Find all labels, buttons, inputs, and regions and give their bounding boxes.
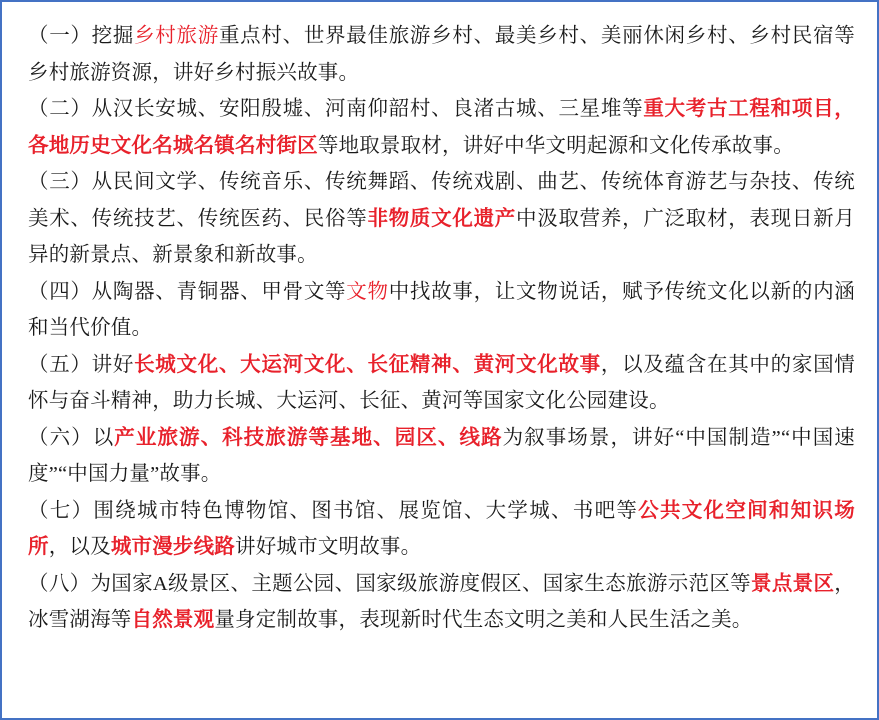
paragraph-text: ，以及蕴含在其中的家国情怀与奋斗精神，助力长城、大运河、长征、黄河等国家文化公园建设。: [28, 353, 855, 412]
document-paragraph: [28, 347, 855, 420]
document-paragraph: [28, 493, 855, 566]
highlighted-term-bold: 公共文化空间和知识场所: [28, 499, 855, 558]
document-paragraph: [28, 164, 855, 274]
document-paragraph: [28, 420, 855, 493]
document-paragraph: [28, 274, 855, 347]
highlighted-term-bold: 长城文化、大运河文化、长征精神、黄河文化故事: [134, 353, 601, 376]
paragraph-text: 等地取景取材，讲好中华文明起源和文化传承故事。: [317, 134, 794, 157]
paragraph-text: （一）挖掘: [28, 25, 135, 47]
paragraph-text: 为叙事场景，讲好“中国制造”“中国速度”“中国力量”故事。: [28, 426, 855, 485]
paragraph-text: 讲好城市文明故事。: [235, 536, 422, 558]
paragraph-text: 中汲取营养，广泛取材，表现日新月异的新景点、新景象和新故事。: [28, 207, 856, 266]
paragraph-text: （三）从民间文学、传统音乐、传统舞蹈、传统戏剧、曲艺、传统体育游艺与杂技、传统美术、传统技艺、传统医药、民俗等: [28, 171, 855, 230]
paragraph-text: 重点村、世界最佳旅游乡村、最美乡村、美丽休闲乡村、乡村民宿等乡村旅游资源，讲好乡村振兴故事。: [28, 25, 855, 84]
document-paragraph: [28, 91, 855, 164]
highlighted-term-bold: 景点景区: [751, 572, 835, 595]
highlighted-term-bold: 重大考古工程和项目，各地历史文化名城名镇名村街区: [28, 98, 855, 157]
paragraph-text: （六）以: [28, 426, 115, 449]
paragraph-text: （四）从陶器、青铜器、甲骨文等: [28, 280, 347, 303]
paragraph-text: （二）从汉长安城、安阳殷墟、河南仰韶村、良渚古城、三星堆等: [28, 98, 644, 120]
paragraph-list: [28, 18, 855, 639]
paragraph-text: （七）围绕城市特色博物馆、图书馆、展览馆、大学城、书吧等: [28, 499, 639, 522]
document-paragraph: [28, 566, 855, 639]
highlighted-term: 文物: [346, 280, 389, 303]
paragraph-text: ，以及: [48, 536, 111, 558]
highlighted-term-bold: 城市漫步线路: [110, 536, 236, 558]
highlighted-term-bold: 自然景观: [131, 609, 215, 631]
paragraph-text: 量身定制故事，表现新时代生态文明之美和人民生活之美。: [214, 609, 753, 631]
paragraph-text: （五）讲好: [28, 353, 135, 376]
highlighted-term: 乡村旅游: [134, 25, 219, 47]
document-paragraph: [28, 18, 855, 91]
paragraph-text: （八）为国家A级景区、主题公园、国家级旅游度假区、国家生态旅游示范区等: [28, 572, 751, 595]
paragraph-text: 中找故事，让文物说话，赋予传统文化以新的内涵和当代价值。: [28, 280, 855, 339]
highlighted-term-bold: 非物质文化遗产: [367, 207, 517, 230]
document-body: [2, 2, 877, 718]
paragraph-text: ，冰雪湖海等: [28, 572, 855, 631]
highlighted-term-bold: 产业旅游、科技旅游等基地、园区、线路: [114, 426, 503, 449]
